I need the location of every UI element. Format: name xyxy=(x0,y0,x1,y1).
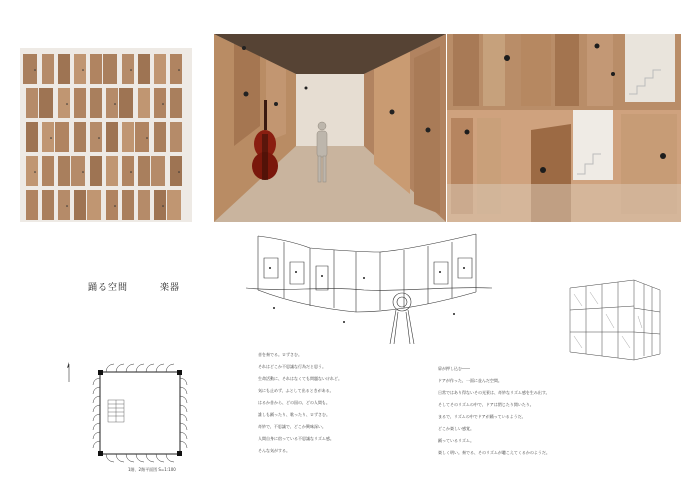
door-swing-arc xyxy=(146,364,154,372)
door-swing-arc xyxy=(180,432,187,439)
door-knob xyxy=(114,103,116,105)
facade-door xyxy=(122,190,134,220)
door-knob xyxy=(114,205,116,207)
facade-door xyxy=(106,190,118,220)
door-swing-arc xyxy=(93,414,100,421)
poem-line: 気にも止めず、ふとして出るときがある。 xyxy=(258,388,334,393)
door-knob xyxy=(130,69,132,71)
door-swing-arc xyxy=(106,364,114,372)
title-instrument: 楽器 xyxy=(160,283,181,293)
door-swing-arc xyxy=(180,396,187,403)
facade-elevation xyxy=(14,44,202,224)
plan-caption: 1階、2階平面図 S=1:100 xyxy=(128,467,176,472)
facade-door xyxy=(90,156,102,186)
door-swing-arc xyxy=(180,387,187,394)
door-swing-arc xyxy=(93,396,100,403)
floor-plan xyxy=(64,360,204,464)
facade-door xyxy=(151,156,165,186)
door-knob xyxy=(130,171,132,173)
door-swing-arc xyxy=(93,441,100,448)
facade-door xyxy=(42,156,54,186)
facade-door xyxy=(42,122,54,152)
facade-door xyxy=(90,122,102,152)
door-swing-arc xyxy=(180,423,187,430)
poem-line: 人間自身に宿っている不思議なリズム感。 xyxy=(258,436,334,441)
poem-right xyxy=(438,367,550,455)
facade-door xyxy=(122,54,134,84)
poem-line: そしてそのリズムの中で、ドアは閉じたり開いたり。 xyxy=(438,402,534,407)
door-knob xyxy=(34,171,36,173)
poem-line: 生命活動に、それはなくても問題ないけれど。 xyxy=(258,376,342,381)
door-knob xyxy=(82,69,84,71)
facade-door xyxy=(26,88,38,118)
door-swing-arc xyxy=(166,364,174,372)
facade-door xyxy=(154,88,166,118)
door-swing-arc xyxy=(180,405,187,412)
door-knob xyxy=(82,171,84,173)
facade-door xyxy=(138,54,150,84)
door-swing-arc xyxy=(116,454,124,462)
door-knob xyxy=(50,137,52,139)
facade-door xyxy=(26,190,38,220)
facade-door xyxy=(23,54,37,84)
facade-door xyxy=(58,54,70,84)
facade-door xyxy=(170,122,182,152)
facade-door xyxy=(74,190,86,220)
door-swing-arc xyxy=(180,414,187,421)
poem-line: 音を奏でる。ロずさむ。 xyxy=(258,352,302,357)
facade-door xyxy=(122,122,134,152)
facade-door xyxy=(74,88,86,118)
facade-door xyxy=(154,122,166,152)
door-swing-arc xyxy=(106,454,114,462)
sketch-corridor xyxy=(244,228,494,344)
facade-door xyxy=(26,122,38,152)
door-swing-arc xyxy=(180,441,187,448)
facade-door xyxy=(119,88,133,118)
facade-door xyxy=(55,122,69,152)
door-swing-arc xyxy=(126,454,134,462)
door-swing-arc xyxy=(136,454,144,462)
facade-door xyxy=(90,88,102,118)
door-swing-arc xyxy=(136,364,144,372)
door-swing-arc xyxy=(156,454,164,462)
facade-door xyxy=(58,190,70,220)
facade-door xyxy=(42,54,54,84)
facade-door xyxy=(103,54,117,84)
poem-line: どこか楽しい感覚。 xyxy=(438,426,474,431)
facade-door xyxy=(154,54,166,84)
door-swing-arc xyxy=(156,364,164,372)
facade-door xyxy=(58,156,70,186)
poem-line: はるか昔から、どの国の、どの人間も。 xyxy=(258,400,330,405)
poem-line: まるで、リズムの中でドアが踊っているようだ。 xyxy=(438,414,526,419)
door-knob xyxy=(146,137,148,139)
facade-door xyxy=(58,88,70,118)
poem-line: 誰しも踊ったり、歌ったり、ロずさむ。 xyxy=(258,412,330,417)
door-swing-arc xyxy=(93,423,100,430)
poem-line: 奇妙で、不思議で、どこか興味深い。 xyxy=(258,424,326,429)
poem-line: 楽しく明い。奏でる、そのリズムが聴こえてくるかのようだ。 xyxy=(438,450,550,455)
facade-door xyxy=(138,88,150,118)
facade-door xyxy=(170,88,182,118)
door-knob xyxy=(178,171,180,173)
facade-door xyxy=(106,88,118,118)
door-knob xyxy=(162,205,164,207)
poem-line: それはどこか不思議な行為だと思う。 xyxy=(258,364,326,369)
door-knob xyxy=(98,137,100,139)
render-corridor-cello xyxy=(214,34,446,222)
poem-line: そんな気がする。 xyxy=(258,448,290,453)
facade-door xyxy=(74,54,86,84)
facade-door xyxy=(154,190,166,220)
door-knob xyxy=(162,103,164,105)
poem-left xyxy=(258,353,342,453)
facade-door xyxy=(167,190,181,220)
door-swing-arc xyxy=(116,364,124,372)
door-swing-arc xyxy=(180,378,187,385)
poem-line: 日常ではあり得ないその光景は、奇妙なリズム感を生み出す。 xyxy=(438,390,550,395)
facade-door xyxy=(90,54,102,84)
door-swing-arc xyxy=(93,405,100,412)
facade-door xyxy=(170,156,182,186)
door-knob xyxy=(34,69,36,71)
facade-door xyxy=(71,156,85,186)
door-swing-arc xyxy=(146,454,154,462)
facade-door xyxy=(122,156,134,186)
facade-door xyxy=(138,190,150,220)
door-swing-arc xyxy=(93,432,100,439)
render-door-room xyxy=(447,34,681,222)
door-swing-arc xyxy=(93,387,100,394)
facade-door xyxy=(39,88,53,118)
door-swing-arc xyxy=(93,378,100,385)
poem-line: 踊っているリズム。 xyxy=(438,438,475,443)
poem-line: 扉が押し込む―― xyxy=(438,366,470,371)
facade-door xyxy=(138,156,150,186)
facade-door xyxy=(26,156,38,186)
door-knob xyxy=(66,205,68,207)
door-swing-arc xyxy=(126,364,134,372)
door-knob xyxy=(178,69,180,71)
sketch-building xyxy=(548,276,666,362)
facade-door xyxy=(106,156,118,186)
door-swing-arc xyxy=(166,454,174,462)
facade-door xyxy=(87,190,101,220)
facade-door xyxy=(74,122,86,152)
poem-line: ドアが作った、一面に並んだ空間。 xyxy=(438,378,502,383)
title-dancing-space: 踊る空間 xyxy=(88,283,129,293)
facade-door xyxy=(42,190,54,220)
facade-door xyxy=(135,122,149,152)
door-knob xyxy=(66,103,68,105)
facade-door xyxy=(170,54,182,84)
facade-door xyxy=(106,122,118,152)
